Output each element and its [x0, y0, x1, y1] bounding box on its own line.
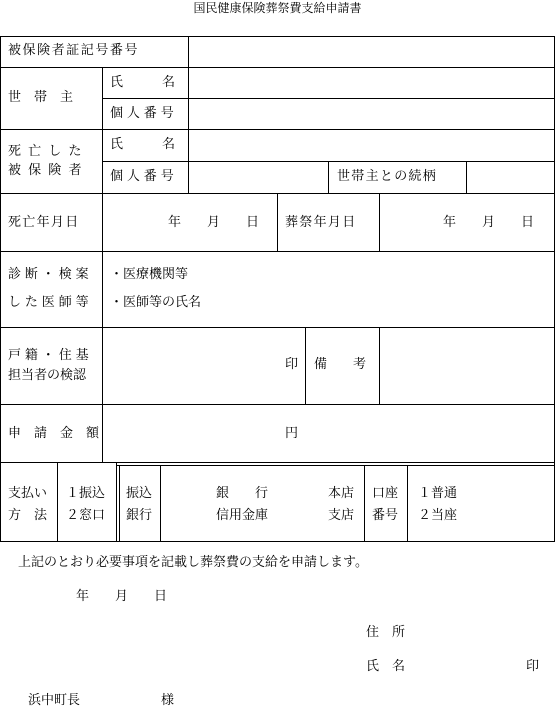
funeral-date-label: 葬祭年月日	[285, 215, 357, 230]
account-number-label-line2: 番号	[372, 508, 399, 523]
payment-method-label-line2: 方 法	[8, 508, 48, 523]
deceased-number-label: 個人番号	[110, 169, 178, 184]
amount-label: 申 請 金 額	[8, 426, 100, 441]
applicant-seal-mark: 印	[526, 659, 540, 674]
bank-type-bank: 銀 行	[216, 486, 269, 501]
addressee-label: 浜中町長	[28, 693, 81, 708]
form-title: 国民健康保険葬祭費支給申請書	[193, 1, 362, 15]
applicant-address-label: 住 所	[366, 625, 406, 640]
transfer-bank-label-line1: 振込	[126, 486, 153, 501]
applicant-name-label: 氏 名	[366, 659, 406, 674]
payment-option-counter: ２窓口	[66, 508, 106, 523]
branch-type-head-office: 本店	[328, 486, 355, 501]
account-type-current: ２当座	[418, 508, 458, 523]
account-number-label-line1: 口座	[372, 486, 399, 501]
death-date-label: 死亡年月日	[8, 215, 80, 230]
declaration-text: 上記のとおり必要事項を記載し葬祭費の支給を申請します。	[18, 555, 368, 570]
registry-label-line2: 担当者の検認	[8, 368, 87, 383]
amount-yen-unit: 円	[285, 426, 299, 441]
transfer-bank-label-line2: 銀行	[126, 508, 153, 523]
registry-seal-mark: 印	[285, 357, 299, 372]
householder-name-label: 氏 名	[110, 75, 176, 90]
relationship-label: 世帯主との続柄	[337, 169, 438, 184]
death-date-value: 年 月 日	[168, 215, 260, 230]
deceased-label-line1: 死亡した	[8, 144, 89, 159]
bank-type-credit-union: 信用金庫	[216, 508, 269, 523]
doctor-label-line2: した医師等	[8, 295, 93, 310]
payment-option-transfer: １振込	[66, 486, 106, 501]
householder-number-label: 個人番号	[110, 106, 178, 121]
addressee-honorific: 様	[161, 693, 175, 708]
branch-type-branch: 支店	[328, 508, 355, 523]
payment-method-label-line1: 支払い	[8, 486, 48, 501]
application-date: 年 月 日	[76, 589, 168, 604]
insured-number-label: 被保険者証記号番号	[8, 43, 140, 58]
doctor-label-line1: 診断・検案	[8, 267, 93, 282]
account-type-ordinary: １普通	[418, 486, 458, 501]
householder-label: 世 帯 主	[8, 90, 74, 105]
deceased-label-line2: 被保険者	[8, 163, 89, 178]
medical-institution-label: ・医療機関等	[110, 267, 189, 282]
doctor-name-label: ・医師等の氏名	[110, 295, 202, 310]
remarks-label: 備 考	[314, 357, 367, 372]
deceased-name-label: 氏 名	[110, 137, 176, 152]
funeral-date-value: 年 月 日	[443, 215, 535, 230]
registry-label-line1: 戸籍・住基	[8, 348, 93, 363]
